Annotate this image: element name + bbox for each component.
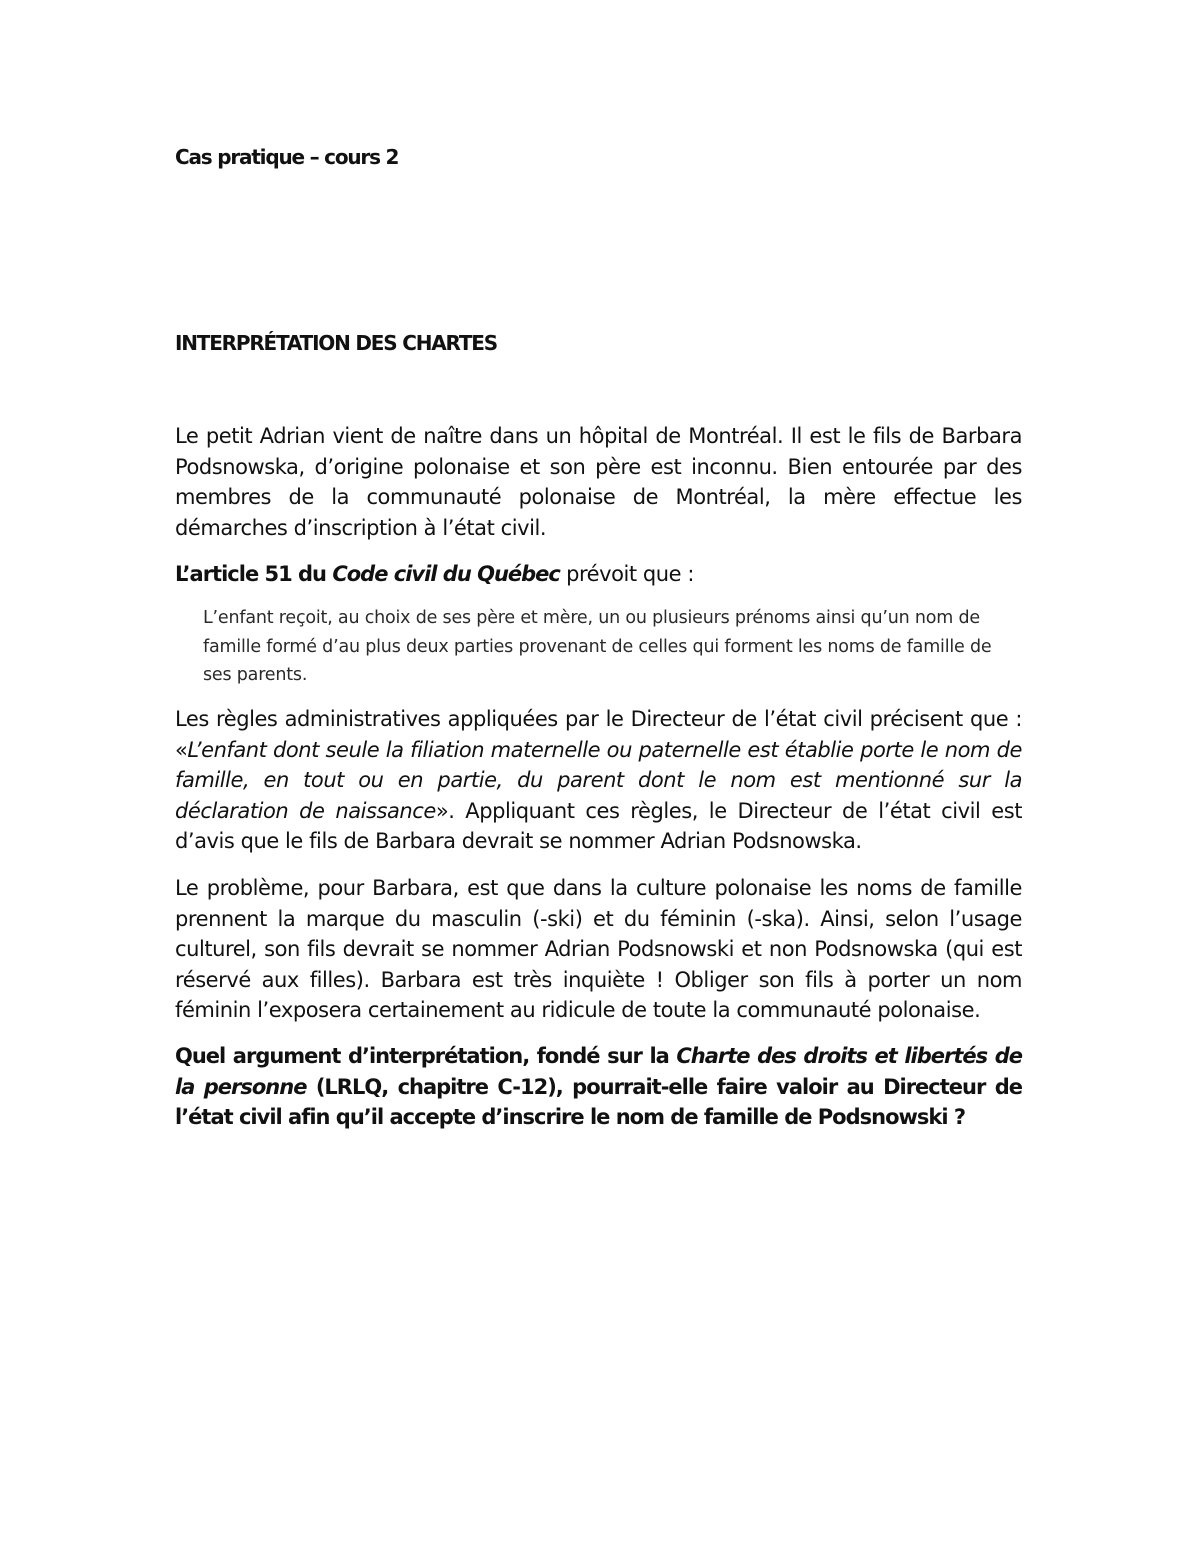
rules-after-quote: ». Appliquant ces règles, le Directeur de l’état civil est d’avis que le fils de Barbara devrait se nommer Adrian Podsnowska.: [175, 798, 1022, 853]
charter-title: Charte des droits et libertés de la personne: [175, 1044, 1022, 1099]
quoted-rule: L’enfant dont seule la filiation maternelle ou paternelle est établie porte le nom de famille, en tout ou en partie, du parent dont le nom est mentionné sur la déclaration de naissance: [175, 737, 1022, 823]
code-title: Code civil du Québec: [332, 562, 560, 586]
section-title: INTERPRÉTATION DES CHARTES: [175, 331, 497, 355]
rules-before-quote: Les règles administratives appliquées par le Directeur de l’état civil précisent que : «: [175, 707, 1022, 762]
article-quote: L’enfant reçoit, au choix de ses père et mère, un ou plusieurs prénoms ainsi qu’un nom de famille formé d’au plus deux parties provenant de celles qui forment les noms de famille de ses parents.: [203, 608, 992, 685]
rules-paragraph: [175, 704, 1022, 857]
article-lead-suffix: prévoit que :: [559, 562, 694, 586]
problem-paragraph: Le problème, pour Barbara, est que dans la culture polonaise les noms de famille prennent la marque du masculin (-ski) et du féminin (-ska). Ainsi, selon l’usage culturel, son fils devrait se nommer Adrian Podsnowski et non Podsnowska (qui est réservé aux filles). Barbara est très inquiète ! Obliger son fils à porter un nom féminin l’exposera certainement au ridicule de toute la communauté polonaise.: [175, 876, 1022, 1022]
course-title: Cas pratique – cours 2: [175, 145, 399, 169]
article-lead-prefix: L’article 51 du: [175, 562, 333, 586]
question-paragraph: [175, 1041, 1022, 1133]
question-prefix: Quel argument d’interprétation, fondé sur la: [175, 1044, 677, 1068]
intro-paragraph: Le petit Adrian vient de naître dans un hôpital de Montréal. Il est le fils de Barbara Podsnowska, d’origine polonaise et son père est inconnu. Bien entourée par des membres de la communauté polonaise de Montréal, la mère effectue les démarches d’inscription à l’état civil.: [175, 424, 1022, 540]
question-suffix: (LRLQ, chapitre C-12), pourrait-elle faire valoir au Directeur de l’état civil afin qu’il accepte d’inscrire le nom de famille de Podsnowski ?: [175, 1074, 1022, 1129]
article-lead: [175, 559, 1022, 589]
